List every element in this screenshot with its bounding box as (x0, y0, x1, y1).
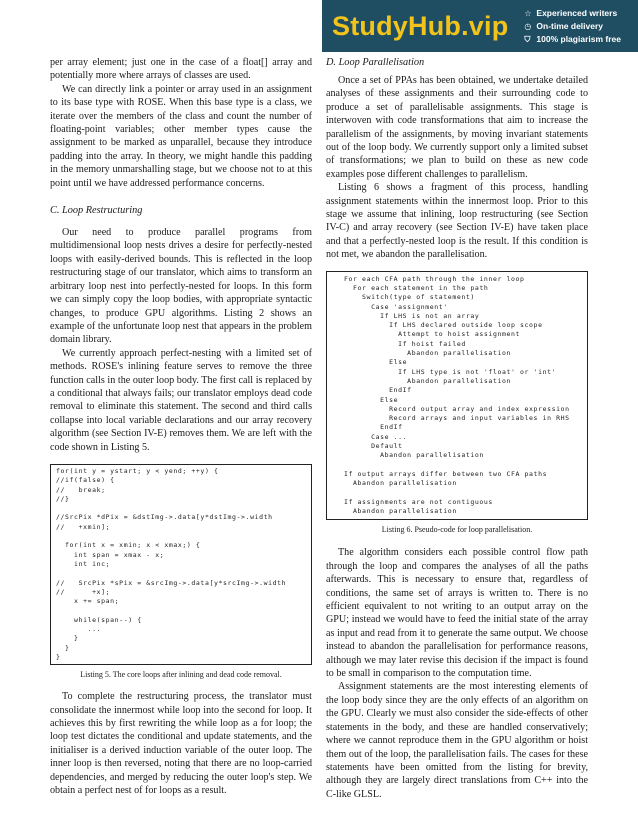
code-line: Abandon parallelisation (344, 451, 484, 460)
code-line: Attempt to hoist assignment (344, 330, 521, 339)
section-heading-d: D. Loop Parallelisation (326, 57, 425, 68)
code-line: int span = xmax - x; (56, 550, 165, 559)
paragraph: We currently approach perfect-nesting with a limited set of methods. ROSE's inlining feature serves to remove the three function calls in the outer loop body. The first call is replaced by a conditional that always fails; our translator employs dead code removal to eliminate this statement. The second and third calls collapse into local variable declarations and our array recovery algorithm (see Section IV-E) removes them. We are left with the code shown in Listing 5. (50, 347, 312, 453)
right-column (326, 56, 588, 801)
code-listing-6 (326, 271, 588, 521)
code-line (56, 569, 307, 578)
code-line: Else (344, 395, 399, 404)
paragraph: The algorithm considers each possible control flow path through the loop and compares the analyses of all the paths afterwards. This is necessary to ensure that, regardless of conditions, the same set of arrays is written to. There is no efficient equivalent to not writing to an output array on the GPU; instead we would have to feed the initial state of the array as input and read from it to generate the same output. We choose instead to abandon the parallelisation for performance reasons, although we may later revise this decision if the impact is found to be small in comparison to the computation time. (326, 547, 588, 680)
perk-item (524, 33, 621, 46)
code-line: Abandon parallelisation (344, 507, 457, 516)
code-line (344, 461, 583, 470)
code-line: Abandon parallelisation (344, 376, 511, 385)
perk-item (524, 20, 621, 33)
code-line: Abandon parallelisation (344, 349, 511, 358)
ad-banner[interactable] (322, 0, 638, 52)
paragraph: Our need to produce parallel programs from multidimensional loop nests drives a desire for perfectly-nested loops with easily-derived bounds. This is reflected in the loop restructuring stage of our translator, which aims to transform an arbitrary loop nest into perfectly-nested for loops. In this form we can simply copy the loop bodies, with appropriate syntactic changes, to produce GPU algorithms. Listing 2 shows an example of the unfortunate loop nest that appears in the problem domain library. (50, 227, 312, 346)
code-line (56, 532, 307, 541)
code-line: // +x]; (56, 587, 111, 596)
code-line: x += span; (56, 597, 120, 606)
section-heading-c: C. Loop Restructuring (50, 205, 143, 217)
code-line: } (56, 652, 61, 661)
code-line: // +xmin]; (56, 522, 111, 531)
code-line: If output arrays differ between two CFA paths (344, 469, 548, 478)
paragraph: To complete the restructuring process, the translator must consolidate the innermost while loop into the second for loop. It achieves this by first rewriting the while loop as a for loop; the loop test dictates the conditional and update statements, and the initialiser is a derived induction variable of the outer loop. The inner loop is then reversed, noting that there are no loop-carried dependencies, and merged by reducing the outer loop's step. We obtain a perfect nest of for loops as a result. (50, 691, 312, 797)
code-line: } (56, 634, 79, 643)
perks-list (524, 7, 621, 46)
code-line: For each statement in the path (344, 283, 489, 292)
code-line: Case ... (344, 432, 408, 441)
studyhub-logo[interactable]: StudyHub.vip (332, 10, 509, 41)
code-line: If LHS is not an array (344, 311, 480, 320)
code-line (56, 606, 307, 615)
code-line: //SrcPix *dPix = &dstImg->.data[y*dstImg->.width (56, 513, 273, 522)
code-line: } (56, 643, 70, 652)
paragraph: We can directly link a pointer or array used in an assignment to its base type with ROSE. When this base type is a class, we iterate over the members of the class and count the number of floating-point variables; other member types cause the assignment to be marked as unparallel, because they introduce padding into the array. In theory, we might handle this padding in the memory unmarshalling stage, but we choose not to at this point until we have addressed performance concerns. (50, 83, 312, 189)
listing-caption: Listing 6. Pseudo-code for loop parallelisation. (381, 525, 533, 535)
code-line: Abandon parallelisation (344, 479, 457, 488)
code-line: If assignments are not contiguous (344, 497, 493, 506)
code-line: for(int x = xmin; x < xmax;) { (56, 541, 201, 550)
code-line: For each CFA path through the inner loop (344, 274, 525, 283)
code-line: //} (56, 494, 70, 503)
perk-item (524, 7, 621, 20)
shield-icon: ⛉ (524, 34, 531, 44)
code-line (344, 489, 583, 498)
code-line: Record arrays and input variables in RHS (344, 414, 570, 423)
perk-text: 100% plagiarism free (536, 33, 621, 44)
code-line: Case 'assignment' (344, 302, 448, 311)
clock-icon: ◷ (524, 21, 532, 31)
code-line: // break; (56, 485, 106, 494)
code-line: Default (344, 442, 403, 451)
code-line (56, 504, 307, 513)
code-line: If LHS type is not 'float' or 'int' (344, 367, 557, 376)
paragraph: Assignment statements are the most interesting elements of the loop body since they are the only effects of an algorithm on the GPU. Clearly we must also consider the side-effects of other statements in the body, and these are handled conservatively; where we cannot reproduce them in the GPU algorithm or hoist them out of the loop, the parallelisation fails. The cases for these statements have been omitted from the listing for brevity, although they are largely direct translations from C++ into the C-like GLSL. (326, 681, 588, 800)
code-line: while(span--) { (56, 615, 142, 624)
code-line: Record output array and index expression (344, 404, 570, 413)
code-line: ... (56, 625, 102, 634)
code-line: If hoist failed (344, 339, 466, 348)
paragraph: Once a set of PPAs has been obtained, we undertake detailed analyses of these assignments and their surrounding code to produce a set of parallelisable assignments. This stage is interwoven with code transformations that aim to increase the parallelism of the assignments, by moving invariant statements out of the loop body. We currently support only a limited subset of transformations; we plan to build on these as new code examples pose different challenges to parallelism. (326, 75, 588, 180)
code-line: EndIf (344, 386, 412, 395)
code-line: EndIf (344, 423, 403, 432)
perk-text: Experienced writers (536, 7, 618, 18)
code-line: for(int y = ystart; y < yend; ++y) { (56, 466, 219, 475)
code-line: Switch(type of statement) (344, 293, 475, 302)
paragraph: Listing 6 shows a fragment of this process, handling assignment statements within the innermost loop. Prior to this stage we assume that inlining, loop restructuring (see Section IV-C) and array recovery (see Section IV-E) have taken place and that a perfectly-nested loop is the result. If this condition is not met, we abandon the parallelisation. (326, 182, 588, 261)
code-line: int inc; (56, 559, 111, 568)
code-line: If LHS declared outside loop scope (344, 321, 543, 330)
paragraph: per array element; just one in the case of a float[] array and potentially more where arrays of classes are used. (50, 57, 312, 82)
code-line: // SrcPix *sPix = &srcImg->.data[y*srcImg->.width (56, 578, 287, 587)
left-column (50, 56, 312, 797)
perk-text: On-time delivery (536, 20, 604, 31)
star-icon: ☆ (524, 8, 532, 18)
code-line: //if(false) { (56, 476, 115, 485)
code-listing-5 (50, 464, 312, 665)
code-line: Else (344, 358, 408, 367)
listing-caption: Listing 5. The core loops after inlining and dead code removal. (80, 670, 282, 680)
